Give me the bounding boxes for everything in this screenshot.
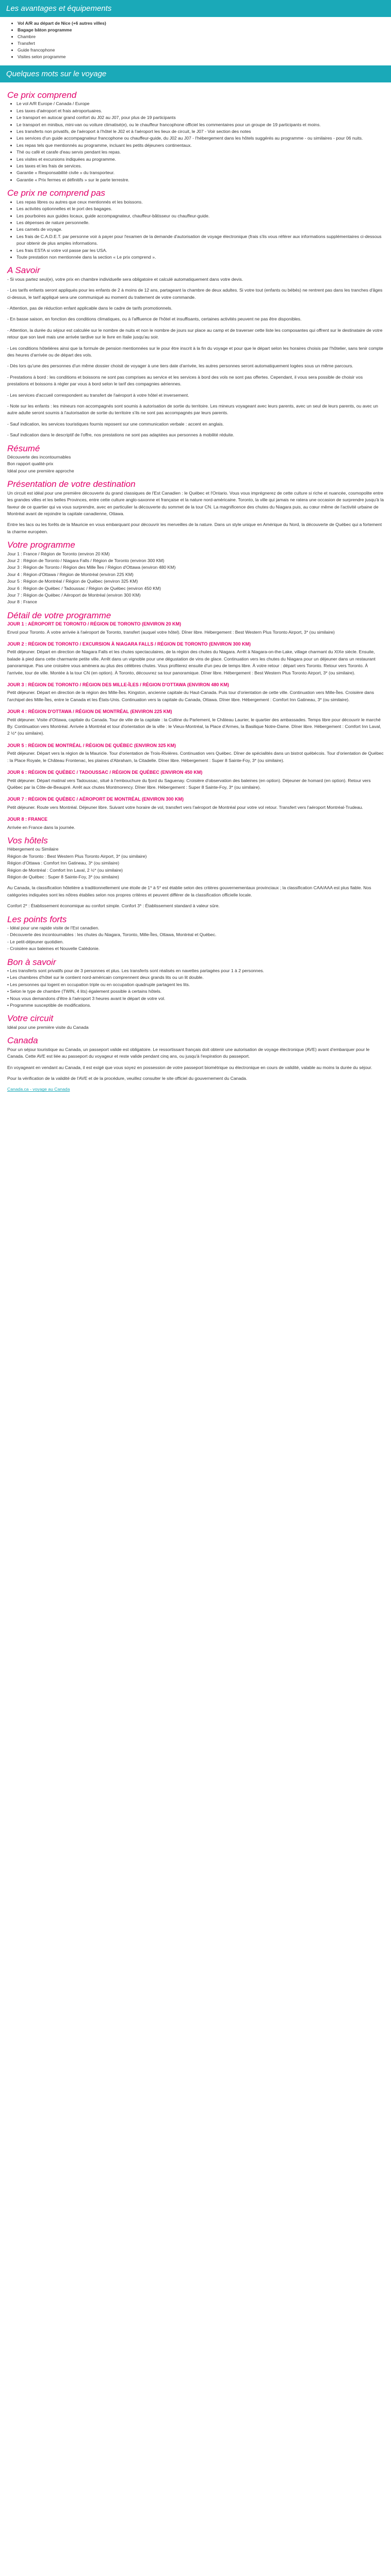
excludes-list <box>7 199 384 261</box>
canada-paragraph: Pour un séjour touristique au Canada, un passeport valide est obligatoire. Le ressortissant français doit obtenir une autorisation de voyage électronique (AVE) avant d'embarquer pour le Canada. Cette AVE est liée au passeport du voyageur et reste valide pendant cinq ans, ou jusqu'à l'expiration du passeport. <box>7 1046 370 1059</box>
list-item: • Les repas tels que mentionnés au programme, incluant les petits déjeuners continentaux. <box>17 142 384 149</box>
day-title: JOUR 3 : RÉGION DE TORONTO / RÉGION DES MILLE-ÎLES / RÉGION D'OTTAWA (ENVIRON 480 KM) <box>7 682 229 688</box>
list-item: • Les carnets de voyage. <box>17 226 384 233</box>
detail-days <box>7 621 384 831</box>
hotel-line: Région d'Ottawa : Comfort Inn Gatineau, 3* (ou similaire) <box>7 860 120 866</box>
advantages-list <box>0 17 391 65</box>
list-item: • Les pourboires aux guides locaux, guide accompagnateur, chauffeur-bâtisseur ou chauffeur-guide. <box>17 213 384 219</box>
program-line: Jour 7 : Région de Québec / Aéroport de Montréal (environ 300 KM) <box>7 592 141 598</box>
note-heading: A Savoir <box>7 265 40 276</box>
note-paragraph: - Sauf indication, les services touristiques fournis reposent sur une communication verbale : accent en anglais. <box>7 421 224 427</box>
goodtoknow-line: • Nous vous demandons d'être à l'aéroport 3 heures avant le départ de votre vol. <box>7 995 166 1001</box>
goodtoknow-line: • Les chambres d'hôtel sur le contient nord-américain comprennent deux grands lits ou un lit double. <box>7 975 204 980</box>
hotels-heading: Vos hôtels <box>7 835 48 845</box>
day-block <box>7 742 384 764</box>
day-block <box>7 816 384 831</box>
note-paragraph: - Dès lors qu'une des personnes d'un même dossier choisit de voyager à une tiers date d'arrivée, les autres personnes seront automatiquement logées sous un même parcours. <box>7 363 353 369</box>
program-line: Jour 1 : France / Région de Toronto (environ 20 KM) <box>7 551 110 556</box>
list-item: • Les activités optionnelles et le port des bagages. <box>17 206 384 212</box>
list-item: • Les taxes d'aéroport et frais aéroportuaires. <box>17 108 384 114</box>
list-item: • Le transport en minibus, mini-van ou voiture climatisé(e), ou le chauffeur francophone officiel les commentaires pour un groupe de 19 participants et moins. <box>17 122 384 128</box>
hotel-line: Région de Toronto : Best Western Plus Toronto Airport, 3* (ou similaire) <box>7 853 147 859</box>
hotels-intro: Hébergement ou Similaire <box>7 846 59 852</box>
advantage-item: • Chambre <box>18 33 384 40</box>
note-paragraph: - Attention, pas de réduction enfant applicable dans le cadre de tarifs promotionnels. <box>7 305 173 311</box>
day-block <box>7 769 384 791</box>
list-item: • Le vol A/R Europe / Canada / Europe <box>17 100 384 107</box>
hotels-comfort: Confort 2* : Établissement économique au confort simple. Confort 3* : Établissement standard à valeur sûre. <box>7 903 220 909</box>
list-item: • Garantie « Responsabilité civile » du transporteur. <box>17 170 384 176</box>
day-text: Petit déjeuner. Départ en direction de la région des Mille-Îles. Kingston, ancienne capitale du Haut-Canada. Puis tour d'orientation de cette ville. Continuation vers Mille-Îles. Croisière dans l'archipel des Mille-Îles, entre le Canada et les États-Unis. Continuation vers la capitale du Canada, Ottawa. Dîner libre. Hébergement : Comfort Inn Gatineau, 3* (ou similaire). <box>7 690 374 702</box>
day-block <box>7 641 384 676</box>
program-line: Jour 5 : Région de Montréal / Région de Québec (environ 325 KM) <box>7 579 138 584</box>
note-paragraph: - Si vous partez seul(e), votre prix en chambre individuelle sera obligatoire et calculé automatiquement dans votre devis. <box>7 276 243 282</box>
goodtoknow-line: • Selon le type de chambre (TWIN, 4 lits) également possible à certains hôtels. <box>7 989 162 994</box>
goodtoknow-line: • Les personnes qui logent en occupation triple ou en occupation quadruple partagent les lits. <box>7 981 190 987</box>
day-text: Petit déjeuner. Route vers Montréal. Déjeuner libre. Suivant votre horaire de vol, transfert vers l'aéroport de Montréal pour votre vol retour. Transfert vers l'aéroport Montréal-Trudeau. <box>7 804 363 810</box>
day-title: JOUR 2 : RÉGION DE TORONTO / EXCURSION À NIAGARA FALLS / RÉGION DE TORONTO (ENVIRON 300 KM) <box>7 641 251 647</box>
canada-info-link[interactable]: Canada.ca - voyage au Canada <box>7 1087 70 1092</box>
product-page <box>0 0 391 1098</box>
summary-line: Découverte des incontournables <box>7 454 71 460</box>
day-title: JOUR 8 : FRANCE <box>7 817 48 822</box>
trip-banner <box>0 65 391 82</box>
day-block <box>7 708 384 737</box>
note-paragraph: - Les tarifs enfants seront appliqués pour les enfants de 2 à moins de 12 ans, partageant la chambre de deux adultes. Si votre tout (enfants ou bébés) ne rentrent pas dans les tranches d'âges ci-dessus, le tarif appliqué sera une communiqué au moment du traitement de votre commande. <box>7 287 383 300</box>
day-title: JOUR 1 : AÉROPORT DE TORONTO / RÉGION DE TORONTO (ENVIRON 20 KM) <box>7 621 182 627</box>
hotel-line: Région de Montréal : Comfort Inn Laval, 2 ½* (ou similaire) <box>7 867 123 873</box>
day-text: Arrivée en France dans la journée. <box>7 824 75 830</box>
day-title: JOUR 4 : RÉGION D'OTTAWA / RÉGION DE MONTRÉAL (ENVIRON 225 KM) <box>7 709 172 715</box>
highlight-line: - Croisière aux baleines et Nouvelle Calédonie. <box>7 946 100 952</box>
program-line: Jour 6 : Région de Québec / Tadoussac / Région de Québec (environ 450 KM) <box>7 585 161 591</box>
presentation-paragraph: Un circuit est idéal pour une première découverte du grand classiques de l'Est Canadien : le Québec et l'Ontario. Vous vous imprégnerez de cette culture si riche et nuancée, cosmopolite entre les grandes villes et les belles Provinces, entre cette culture anglo-saxonne et française et la nature nord-américaine. Toronto, la ville qui jamais ne ratera une occasion de surprendre jusqu'à la faveur de ce quartier qui va vous surprendre, avec en particulier la découverte du sommet de la tour CN. La magnificence des chutes du Niagara puis, au cœur même de l'activité urbaine de Montréal avant de rejoindre la capitale canadienne, Ottawa. <box>7 490 384 516</box>
summary-line: Bon rapport qualité-prix <box>7 461 54 467</box>
note-paragraph: - Sauf indication dans le descriptif de l'offre, nos prestations ne sont pas adaptées aux personnes à mobilité réduite. <box>7 432 235 438</box>
presentation-paragraph: Entre les lacs ou les forêts de la Mauricie en vous embarquant pour découvrir les merveilles de la nature. Dans un style unique en Amérique du Nord, la découverte de Québec qui a fortement la charme européen. <box>7 522 382 534</box>
day-text: Petit déjeuner. Départ en direction de Niagara Falls et les chutes spectaculaires, de la région des chutes du Niagara. Arrêt à Niagara-on-the-Lake, village charmant du XIXe siècle. Ensuite, balade à pied dans cette charmante petite ville. Arrêt dans un vignoble pour une dégustation de vins de glace. Continuation vers les chutes du Niagara pour un déjeuner dans un restaurant panoramique. Pas une croisière vous amènera au plus des célèbres chutes. Vous profiterez ensuite d'un peu de temps libre. À votre retour : départ vers Toronto. Retour vers Toronto. À l'arrivée, tour de ville. Montée à la tour CN (en option). À Toronto, découvrez sa tour panoramique. Dîner libre. Hébergement : Best Western Plus Toronto Airport, 3* (ou similaire). <box>7 649 376 675</box>
highlight-line: - Découverte des incontournables : les chutes du Niagara, Toronto, Mille-Îles, Ottawa, Montréal et Québec. <box>7 932 217 938</box>
list-item: • Les dépenses de nature personnelle. <box>17 219 384 226</box>
canada-heading: Canada <box>7 1036 38 1046</box>
trip-content <box>0 82 391 1098</box>
climate-heading: Votre circuit <box>7 1013 54 1024</box>
advantage-item: • Vol A/R au départ de Nice (+6 autres villes) <box>18 20 384 27</box>
excludes-heading: Ce prix ne comprend pas <box>7 188 105 198</box>
list-item: • Les visites et excursions indiquées au programme. <box>17 156 384 163</box>
advantage-item: • Bagage bâton programme <box>18 27 384 33</box>
day-title: JOUR 5 : RÉGION DE MONTRÉAL / RÉGION DE QUÉBEC (ENVIRON 325 KM) <box>7 742 176 748</box>
goodtoknow-line: • Les transferts sont privatifs pour de 3 personnes et plus. Les transferts sont réalisés en navettes partagées pour 1 à 2 personnes. <box>7 968 264 974</box>
note-paragraph: - En basse saison, en fonction des conditions climatiques, ou à l'affluence de l'hôtel et insuffisants, certaines activités peuvent ne pas être disponibles. <box>7 316 302 322</box>
hotels-note: Au Canada, la classification hôtelière a traditionnellement une étoile de 1* à 5* est établie selon des critères gouvernementaux provinciaux ; la classification CAA/AAA est plus fiable. Nos catégories indiquées sont les nôtres établies selon nos propres critères et peuvent différer de la classification officielle locale. <box>7 885 371 897</box>
includes-heading: Ce prix comprend <box>7 90 77 100</box>
list-item: • Le transport en autocar grand confort du J02 au J07, pour plus de 19 participants <box>17 114 384 121</box>
list-item: • Toute prestation non mentionnée dans la section « Le prix comprend ». <box>17 254 384 261</box>
list-item: • Les repas libres ou autres que ceux mentionnés et les boissons. <box>17 199 384 206</box>
program-line: Jour 2 : Région de Toronto / Niagara Falls / Région de Toronto (environ 300 KM) <box>7 557 165 563</box>
advantages-title: Les avantages et équipements <box>6 4 112 13</box>
day-text: Envol pour Toronto. À votre arrivée à l'aéroport de Toronto, transfert (auquel votre hôtel). Dîner libre. Hébergement : Best Western Plus Toronto Airport, 3* (ou similaire) <box>7 629 335 635</box>
program-line: Jour 8 : France <box>7 599 37 605</box>
list-item: • Les frais ESTA si votre vol passe par les USA. <box>17 247 384 254</box>
program-heading: Votre programme <box>7 540 75 550</box>
list-item: • Les frais de C.A.D.E.T. par personne voir à payer pour l'examen de la demande d'autorisation de voyage électronique (frais s'ils vous référer aux informations supplémentaires ci-dessous pour obtenir de plus amples informations. <box>17 233 384 247</box>
day-title: JOUR 6 : RÉGION DE QUÉBEC / TADOUSSAC / RÉGION DE QUÉBEC (ENVIRON 450 KM) <box>7 770 203 775</box>
list-item: • Les services d'un guide accompagnateur francophone ou chauffeur-guide, du J02 au J07 - l'hébergement dans les hôtels suggérés au programme - ou similaires - pour 06 nuits. <box>17 135 384 142</box>
day-block <box>7 682 384 703</box>
list-item: • Les taxes et les frais de services. <box>17 163 384 170</box>
hotel-line: Région de Québec : Super 8 Sainte-Foy, 3* (ou similaire) <box>7 874 119 879</box>
note-paragraph: - Les conditions hôtelières ainsi que la formule de pension mentionnées sur le pour être inscrit à la fin du voyage et pour que le départ selon les horaires choisis par l'hôtelier, sans tenir compte des heures d'arrivée ou de départ des vols. <box>7 345 383 358</box>
canada-paragraph: Pour la vérification de la validité de l'AVE et de la procédure, veuillez consulter le site officiel du gouvernement du Canada. <box>7 1075 248 1081</box>
trip-title: Quelques mots sur le voyage <box>6 70 107 78</box>
advantage-item: • Visites selon programme <box>18 54 384 60</box>
note-paragraph: - Les services d'accueil correspondent au transfert de l'aéroport à votre hôtel et inversement. <box>7 392 189 398</box>
advantage-item: • Guide francophone <box>18 47 384 54</box>
program-line: Jour 4 : Région d'Ottawa / Région de Montréal (environ 225 KM) <box>7 571 134 577</box>
highlights-heading: Les points forts <box>7 914 67 924</box>
day-block <box>7 796 384 811</box>
goodtoknow-heading: Bon à savoir <box>7 957 56 967</box>
advantages-banner <box>0 0 391 17</box>
day-block <box>7 621 384 636</box>
advantage-item: • Transfert <box>18 40 384 47</box>
day-text: Petit déjeuner. Visite d'Ottawa, capitale du Canada. Tour de ville de la capitale : la Colline du Parlement, le Château Laurier, le quartier des ambassades. Temps libre pour découvrir le marché By. Continuation vers Montréal. Arrivée à Montréal et tour d'orientation de la ville : le Vieux-Montréal, la Place d'Armes, la Basilique Notre-Dame. Dîner libre. Hébergement : Comfort Inn Laval, 2 ½* (ou similaire). <box>7 717 381 736</box>
day-text: Petit déjeuner. Départ matinal vers Tadoussac, situé à l'embouchure du fjord du Saguenay. Croisière d'observation des baleines (en option). Déjeuner de homard (en option). Retour vers Québec par la Côte-de-Beaupré. Arrêt aux chutes Montmorency. Dîner libre. Hébergement : Super 8 Sainte-Foy, 3* (ou similaire). <box>7 777 371 790</box>
list-item: • Thé ou café et carafe d'eau servis pendant les repas. <box>17 149 384 156</box>
presentation-heading: Présentation de votre destination <box>7 479 136 489</box>
detail-heading: Détail de votre programme <box>7 610 111 620</box>
note-paragraph: - Attention, la durée du séjour est calculée sur le nombre de nuits et non le nombre de jours sur place au camp et de traverser cette liste les composantes qui offrent sur le destinataire de votre retour que son lavé mais une arrivée tardive sur le livre en Italie jusqu'au soir. <box>7 327 383 340</box>
goodtoknow-line: • Programme susceptible de modifications. <box>7 1003 91 1008</box>
summary-heading: Résumé <box>7 443 40 453</box>
summary-line: Idéal pour une première approche <box>7 468 74 473</box>
note-paragraph: - Prestations à bord : les conditions et boissons ne sont pas comprises au service et les services à bord des vols ne sont pas offertes. Cependant, il vous sera possible de choisir vos prestations et boissons à régler par vous à bord selon le tarif des compagnies aériennes. <box>7 374 363 387</box>
includes-list <box>7 100 384 183</box>
day-title: JOUR 7 : RÉGION DE QUÉBEC / AÉROPORT DE MONTRÉAL (ENVIRON 300 KM) <box>7 796 184 802</box>
climate-text: Idéal pour une première visite du Canada <box>7 1024 89 1030</box>
program-line: Jour 3 : Région de Toronto / Région des Mille Îles / Région d'Ottawa (environ 480 KM) <box>7 565 176 570</box>
canada-paragraph: En voyageant en vendant au Canada, il est exigé que vous soyez en possession de votre passeport biométrique ou électronique en cours de validité, valable au moins la durée du séjour. <box>7 1064 372 1070</box>
note-paragraph: - Note sur les enfants : les mineurs non accompagnés sont soumis à autorisation de sortie du territoire. Les mineurs voyageant avec leurs parents, avec un seul de leurs parents, ou avec un autre adulte seront soumis à l'autorisation de sortie du territoire s'ils ne sont pas accompagnés par leurs parents. <box>7 403 378 416</box>
list-item: • Les transferts non privatifs, de l'aéroport à l'hôtel le J02 et à l'aéroport les lieux de circuit, le J07 - Voir section des notes <box>17 128 384 135</box>
highlight-line: - Idéal pour une rapide visite de l'Est canadien. <box>7 925 100 930</box>
highlight-line: - Le petit-déjeuner quotidien. <box>7 939 64 944</box>
day-text: Petit déjeuner. Départ vers la région de la Mauricie. Tour d'orientation de Trois-Rivières. Continuation vers Québec. Dîner de spécialités dans un bistrot québécois. Tour d'orientation de Québec : la Place Royale, le Château Frontenac, les plaines d'Abraham, la Citadelle. Dîner libre. Hébergement : Super 8 Sainte-Foy, 3* (ou similaire). <box>7 751 384 763</box>
list-item: • Garantie « Prix fermes et définitifs » sur le parte terrestre. <box>17 177 384 183</box>
